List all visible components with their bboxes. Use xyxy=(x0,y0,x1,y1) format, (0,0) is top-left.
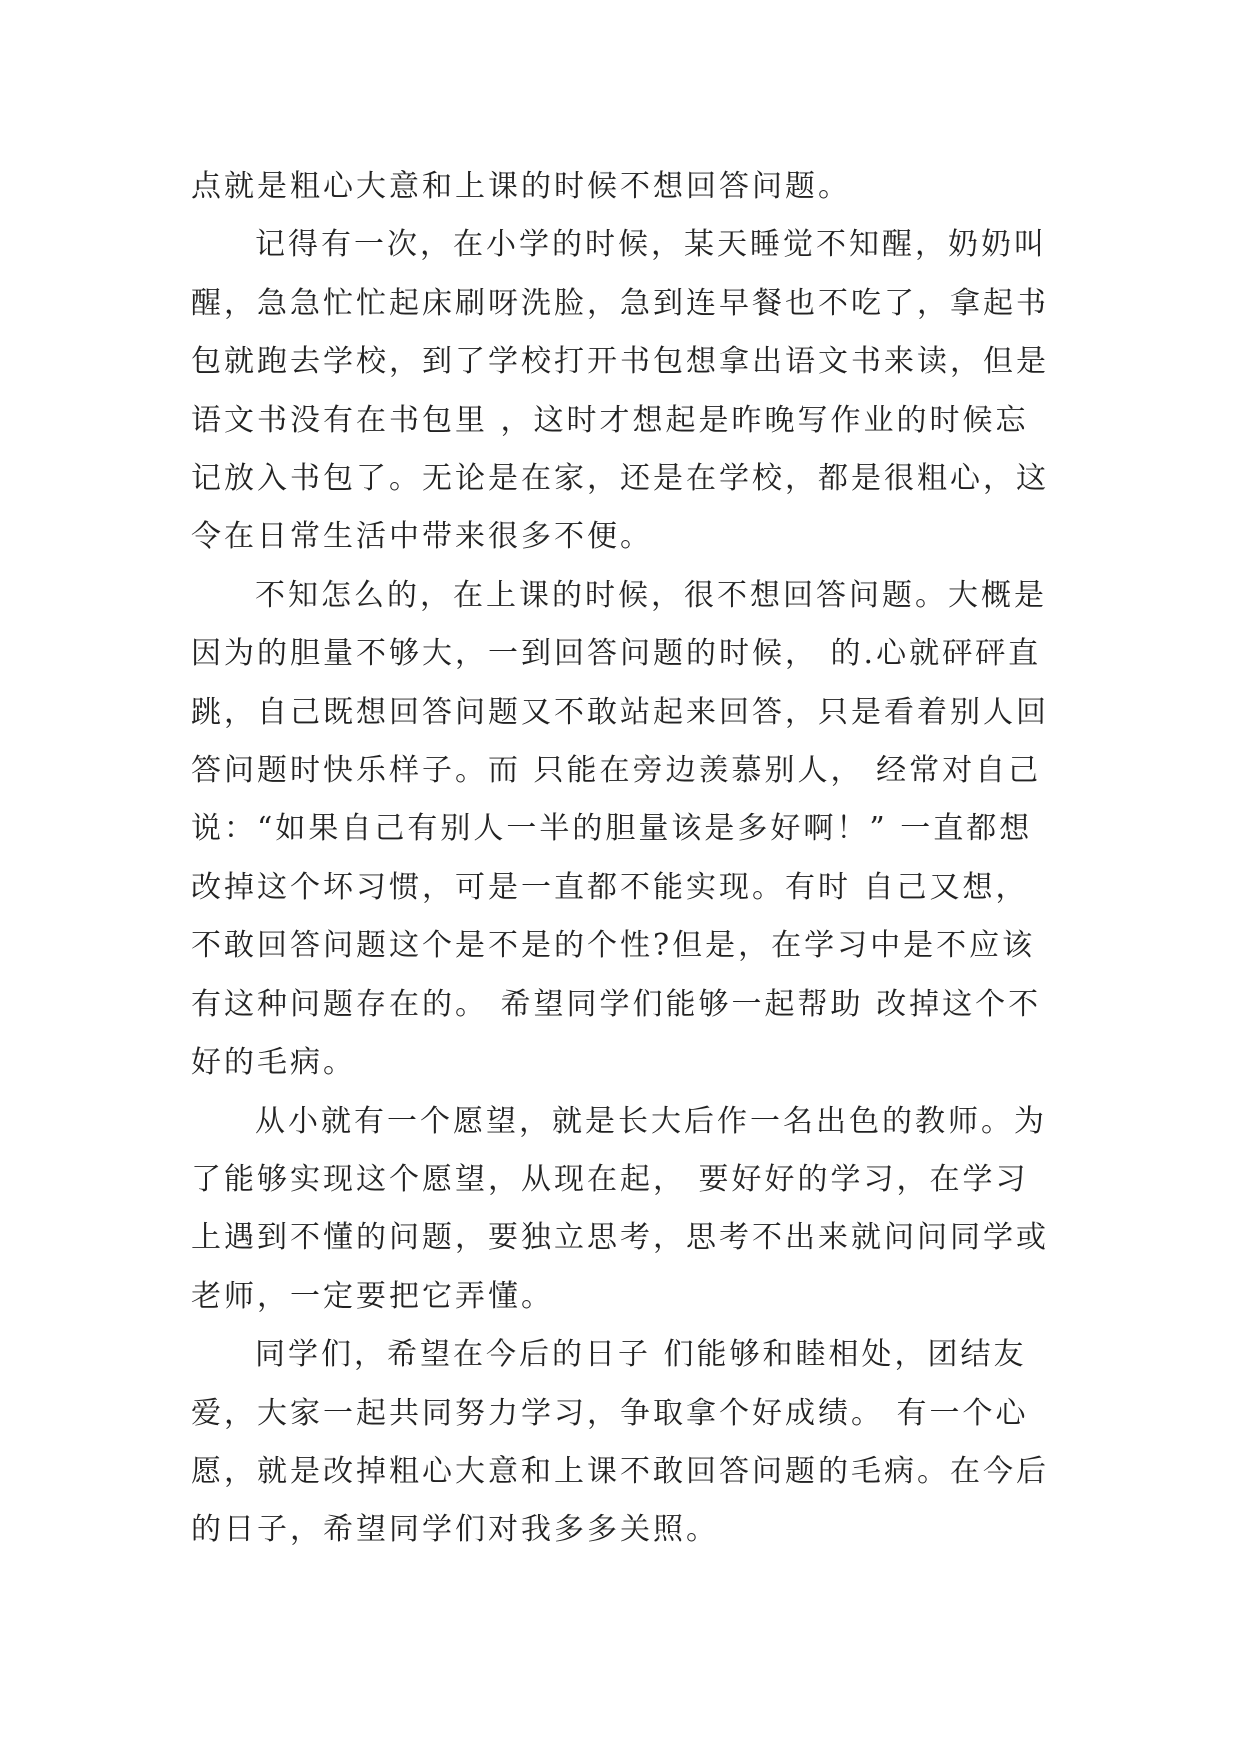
document-body xyxy=(191,158,1053,1560)
paragraph-closing: 同学们，希望在今后的日子 们能够和睦相处，团结友爱，大家一起共同努力学习，争取拿个好成绩。 有一个心愿，就是改掉粗心大意和上课不敢回答问题的毛病。在今后的日子，希望同学们对我多多关照。 xyxy=(191,1337,1049,1548)
paragraph-continued: 点就是粗心大意和上课的时候不想回答问题。 xyxy=(191,169,851,204)
paragraph-careless-story: 记得有一次，在小学的时候，某天睡觉不知醒，奶奶叫醒，急急忙忙起床刷呀洗脸，急到连早餐也不吃了，拿起书包就跑去学校，到了学校打开书包想拿出语文书来读，但是语文书没有在书包里 ，这时才想起是昨晚写作业的时候忘记放入书包了。无论是在家，还是在学校，都是很粗心，这令在日常生活中带来很多不便。 xyxy=(191,227,1049,555)
paragraph-teacher-wish: 从小就有一个愿望，就是长大后作一名出色的教师。为了能够实现这个愿望，从现在起， 要好好的学习，在学习上遇到不懂的问题，要独立思考，思考不出来就问问同学或老师，一定要把它弄懂。 xyxy=(191,1103,1049,1314)
paragraph-answering-questions: 不知怎么的，在上课的时候，很不想回答问题。大概是因为的胆量不够大，一到回答问题的时候， 的.心就砰砰直跳，自己既想回答问题又不敢站起来回答，只是看着别人回答问题时快乐样子。而 只能在旁边羡慕别人， 经常对自己说：“如果自己有别人一半的胆量该是多好啊！” 一直都想改掉这个坏习惯，可是一直都不能实现。有时 自己又想，不敢回答问题这个是不是的个性?但是，在学习中是不应该有这种问题存在的。 希望同学们能够一起帮助 改掉这个不好的毛病。 xyxy=(191,577,1049,1081)
